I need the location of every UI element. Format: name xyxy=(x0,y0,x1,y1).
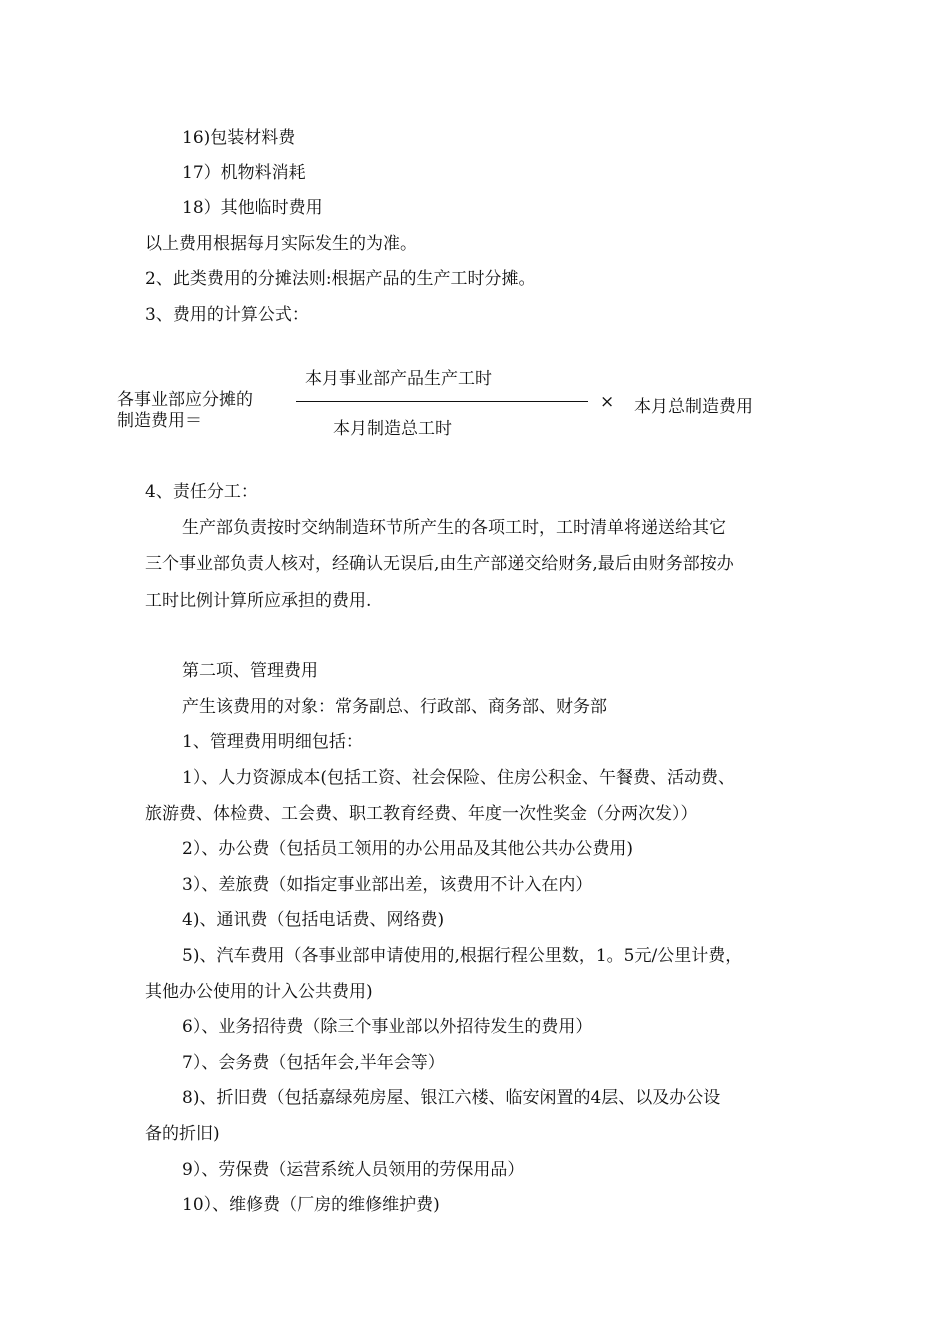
text-line: 其他办公使用的计入公共费用) xyxy=(145,982,373,1002)
text-line: 三个事业部负责人核对，经确认无误后,由生产部递交给财务,最后由财务部按办 xyxy=(145,554,734,574)
formula-numerator: 本月事业部产品生产工时 xyxy=(305,369,492,389)
text-line: 第二项、管理费用 xyxy=(182,661,318,681)
text-line: 6）、业务招待费（除三个事业部以外招待发生的费用） xyxy=(182,1017,593,1037)
text-line: 9）、劳保费（运营系统人员领用的劳保用品） xyxy=(182,1160,525,1180)
text-line: 3、费用的计算公式： xyxy=(145,305,309,325)
text-line: 7）、会务费（包括年会,半年会等） xyxy=(182,1053,445,1073)
text-line: 2）、办公费（包括员工领用的办公用品及其他公共办公费用) xyxy=(182,839,633,859)
text-line: 工时比例计算所应承担的费用. xyxy=(145,591,372,611)
text-line: 备的折旧) xyxy=(145,1124,220,1144)
text-line: 旅游费、体检费、工会费、职工教育经费、年度一次性奖金（分两次发）） xyxy=(145,804,698,824)
text-line: 17）机物料消耗 xyxy=(182,163,306,183)
formula-left-side xyxy=(117,390,253,432)
text-line: 18）其他临时费用 xyxy=(182,198,323,218)
formula-left-line-2: 制造费用＝ xyxy=(117,411,202,431)
text-line: 1、管理费用明细包括： xyxy=(182,732,363,752)
fraction-bar xyxy=(296,401,588,402)
multiply-sign: × xyxy=(600,392,615,412)
text-line: 2、此类费用的分摊法则:根据产品的生产工时分摊。 xyxy=(145,269,536,289)
text-line: 4)、通讯费（包括电话费、网络费) xyxy=(182,910,445,930)
text-line: 生产部负责按时交纳制造环节所产生的各项工时，工时清单将递送给其它 xyxy=(182,518,726,538)
text-line: 4、责任分工： xyxy=(145,482,258,502)
text-line: 10）、维修费（厂房的维修维护费) xyxy=(182,1195,440,1215)
text-line: 3）、差旅费（如指定事业部出差，该费用不计入在内） xyxy=(182,875,593,895)
text-line: 产生该费用的对象：常务副总、行政部、商务部、财务部 xyxy=(182,697,607,717)
formula-left-line-1: 各事业部应分摊的 xyxy=(117,390,253,410)
text-line: 1）、人力资源成本(包括工资、社会保险、住房公积金、午餐费、活动费、 xyxy=(182,768,735,788)
formula-denominator: 本月制造总工时 xyxy=(333,419,452,439)
text-line: 以上费用根据每月实际发生的为准。 xyxy=(145,234,417,254)
text-line: 5)、汽车费用（各事业部申请使用的,根据行程公里数，1。5元/公里计费， xyxy=(182,946,743,966)
text-line: 8)、折旧费（包括嘉绿苑房屋、银江六楼、临安闲置的4层、以及办公设 xyxy=(182,1088,721,1108)
text-line: 16)包装材料费 xyxy=(182,128,296,148)
formula-multiplier: 本月总制造费用 xyxy=(634,397,753,417)
